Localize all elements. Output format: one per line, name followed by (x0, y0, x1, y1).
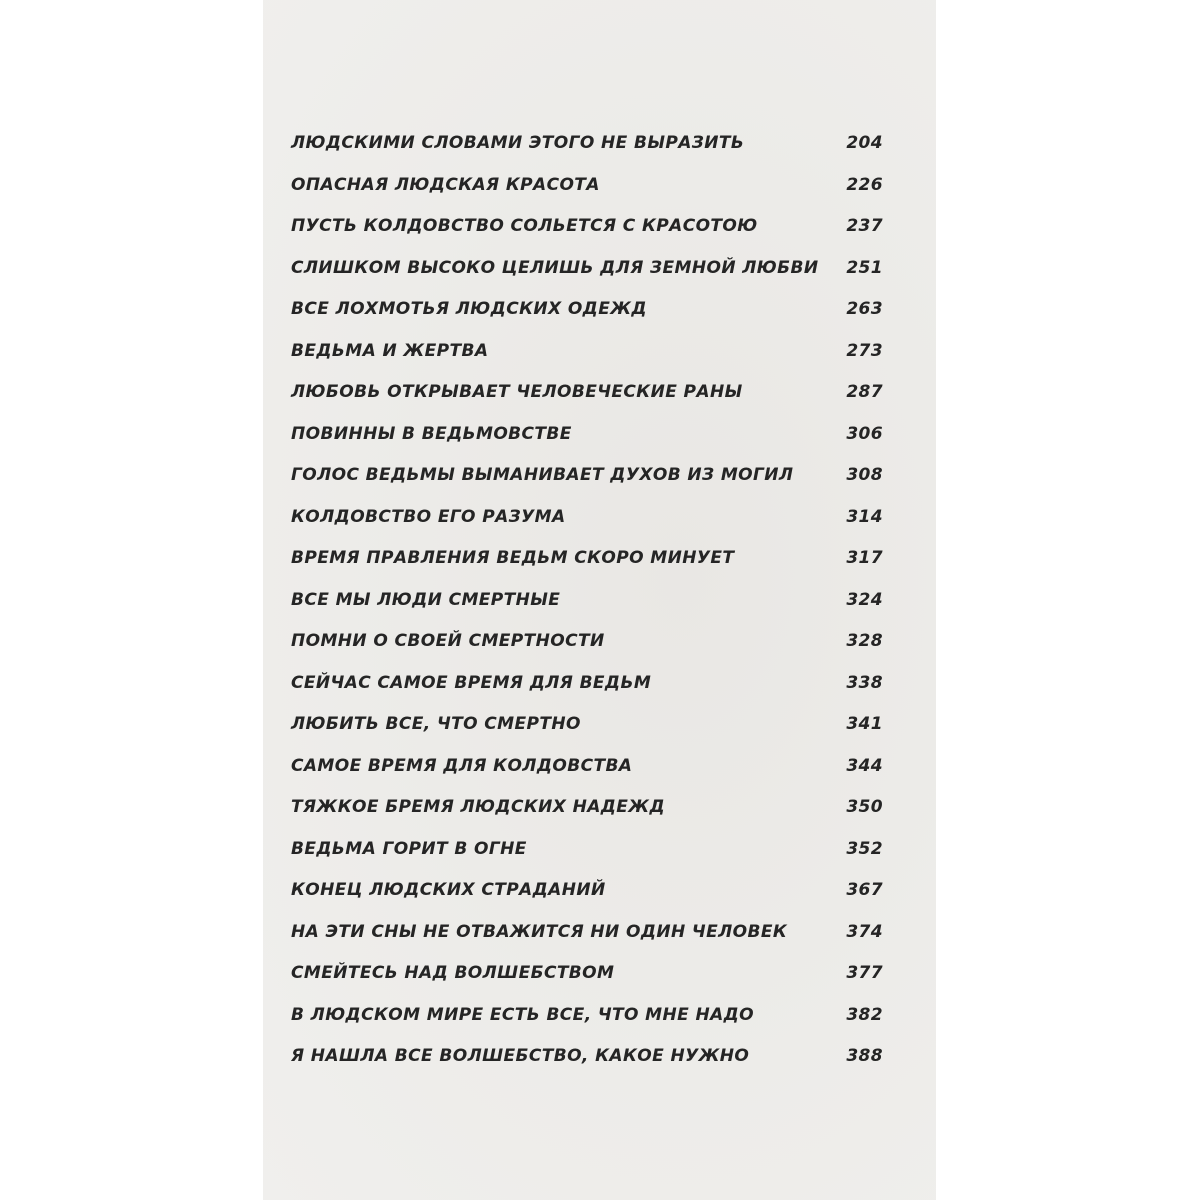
toc-entry-page: 382 (846, 1004, 883, 1025)
toc-entry-title: СЛИШКОМ ВЫСОКО ЦЕЛИШЬ ДЛЯ ЗЕМНОЙ ЛЮБВИ (291, 257, 819, 278)
toc-entry-title: ТЯЖКОЕ БРЕМЯ ЛЮДСКИХ НАДЕЖД (291, 797, 666, 817)
toc-entry (291, 333, 883, 375)
toc-entry-page: 308 (846, 465, 883, 485)
toc-entry (291, 582, 883, 624)
toc-entry-page: 306 (846, 423, 883, 444)
toc-entry-title: КОЛДОВСТВО ЕГО РАЗУМА (291, 506, 566, 527)
toc-entry-title: ВРЕМЯ ПРАВЛЕНИЯ ВЕДЬМ СКОРО МИНУЕТ (291, 548, 735, 568)
toc-entry (291, 457, 883, 499)
toc-entry-page: 352 (846, 838, 883, 859)
toc-entry (291, 250, 883, 292)
toc-entry (291, 872, 883, 914)
toc-entry-title: ОПАСНАЯ ЛЮДСКАЯ КРАСОТА (291, 174, 600, 195)
toc-entry-title: ВСЕ МЫ ЛЮДИ СМЕРТНЫЕ (291, 589, 561, 610)
toc-entry-page: 324 (846, 589, 883, 610)
toc-entry-title: СЕЙЧАС САМОЕ ВРЕМЯ ДЛЯ ВЕДЬМ (291, 672, 652, 693)
toc-entry-page: 287 (846, 382, 883, 402)
toc-entry-title: ВЕДЬМА И ЖЕРТВА (291, 340, 489, 361)
toc-entry-title: ВЕДЬМА ГОРИТ В ОГНЕ (291, 838, 527, 859)
toc-entry (291, 540, 883, 582)
toc-entry-page: 226 (846, 174, 883, 195)
toc-entry-title: Я НАШЛА ВСЕ ВОЛШЕБСТВО, КАКОЕ НУЖНО (291, 1046, 750, 1066)
toc-entry (291, 831, 883, 873)
toc-entry-page: 377 (846, 963, 883, 983)
toc-entry-page: 263 (846, 299, 883, 319)
toc-entry (291, 748, 883, 790)
toc-entry (291, 914, 883, 956)
toc-entry-page: 273 (846, 340, 883, 361)
toc-entry-page: 374 (846, 921, 883, 942)
toc-entry-title: ВСЕ ЛОХМОТЬЯ ЛЮДСКИХ ОДЕЖД (291, 299, 647, 319)
toc-entry-title: ЛЮБИТЬ ВСЕ, ЧТО СМЕРТНО (291, 714, 581, 734)
toc-entry-page: 204 (846, 133, 883, 153)
toc-entry-page: 367 (846, 880, 883, 900)
book-page (263, 0, 936, 1200)
toc-entry (291, 706, 883, 748)
toc-entry (291, 789, 883, 831)
toc-entry-page: 338 (846, 672, 883, 693)
toc-entry-page: 341 (846, 714, 883, 734)
toc-entry (291, 291, 883, 333)
toc-entry-title: КОНЕЦ ЛЮДСКИХ СТРАДАНИЙ (291, 880, 606, 900)
toc-entry-page: 251 (846, 257, 883, 278)
toc-entry-page: 328 (846, 631, 883, 651)
toc-entry-page: 237 (846, 216, 883, 236)
toc-entry-title: ПОМНИ О СВОЕЙ СМЕРТНОСТИ (291, 631, 605, 651)
toc-entry-title: ПУСТЬ КОЛДОВСТВО СОЛЬЕТСЯ С КРАСОТОЮ (291, 216, 758, 236)
toc-entry-title: ПОВИННЫ В ВЕДЬМОВСТВЕ (291, 423, 572, 444)
toc-entry-page: 344 (846, 755, 883, 776)
toc-entry (291, 623, 883, 665)
toc-entry-title: НА ЭТИ СНЫ НЕ ОТВАЖИТСЯ НИ ОДИН ЧЕЛОВЕК (291, 921, 788, 942)
toc-entry (291, 997, 883, 1039)
toc-entry-title: СМЕЙТЕСЬ НАД ВОЛШЕБСТВОМ (291, 963, 615, 983)
toc-entry (291, 416, 883, 458)
toc-entry-title: В ЛЮДСКОМ МИРЕ ЕСТЬ ВСЕ, ЧТО МНЕ НАДО (291, 1004, 755, 1025)
toc-entry-page: 314 (846, 506, 883, 527)
toc-entry-page: 350 (846, 797, 883, 817)
toc-entry (291, 499, 883, 541)
toc-entry-page: 388 (846, 1046, 883, 1066)
toc-entry (291, 125, 883, 167)
toc-entry (291, 1038, 883, 1080)
toc-entry (291, 167, 883, 209)
toc-entry (291, 955, 883, 997)
toc-entry-title: ЛЮДСКИМИ СЛОВАМИ ЭТОГО НЕ ВЫРАЗИТЬ (291, 133, 745, 153)
toc-entry-title: ГОЛОС ВЕДЬМЫ ВЫМАНИВАЕТ ДУХОВ ИЗ МОГИЛ (291, 465, 794, 485)
toc-entry-title: САМОЕ ВРЕМЯ ДЛЯ КОЛДОВСТВА (291, 755, 633, 776)
toc-entry (291, 665, 883, 707)
toc-entry (291, 374, 883, 416)
table-of-contents (291, 125, 883, 1080)
toc-entry (291, 208, 883, 250)
toc-entry-page: 317 (846, 548, 883, 568)
toc-entry-title: ЛЮБОВЬ ОТКРЫВАЕТ ЧЕЛОВЕЧЕСКИЕ РАНЫ (291, 382, 743, 402)
